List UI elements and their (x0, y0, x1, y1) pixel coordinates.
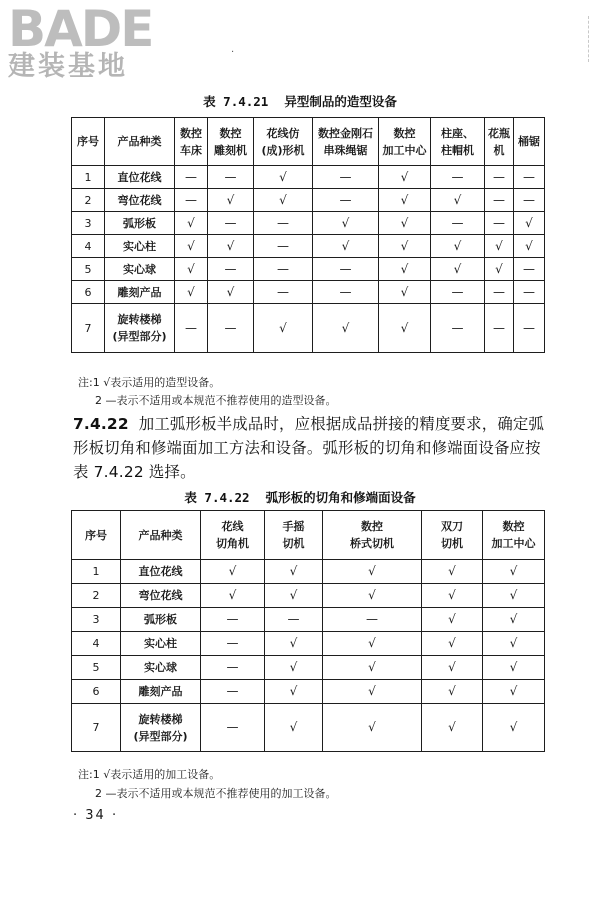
section-7-4-22 (73, 412, 553, 484)
equipment-mark: √ (323, 632, 422, 656)
equipment-mark: — (514, 166, 545, 189)
table-row (72, 304, 545, 353)
equipment-mark: √ (323, 680, 422, 704)
equipment-mark: √ (265, 680, 323, 704)
column-header: 数控 雕刻机 (208, 118, 254, 166)
table-row (72, 166, 545, 189)
table-row (72, 656, 545, 680)
equipment-mark: — (485, 281, 514, 304)
equipment-mark: — (313, 281, 379, 304)
equipment-mark: √ (175, 281, 208, 304)
product-type: 实心柱 (121, 632, 201, 656)
table2-note-2: 2 —表示不适用或本规范不推荐使用的加工设备。 (95, 787, 337, 800)
table-row (72, 560, 545, 584)
table2-caption (0, 488, 600, 506)
equipment-mark: √ (422, 656, 483, 680)
equipment-mark: — (514, 281, 545, 304)
equipment-mark: √ (379, 212, 431, 235)
equipment-mark: √ (201, 560, 265, 584)
table-row (72, 704, 545, 752)
product-type: 直位花线 (121, 560, 201, 584)
product-type: 弧形板 (121, 608, 201, 632)
column-header: 产品种类 (105, 118, 175, 166)
equipment-mark: — (485, 189, 514, 212)
product-type: 旋转楼梯 (异型部分) (105, 304, 175, 353)
table-row (72, 212, 545, 235)
table-7-4-22 (71, 510, 545, 752)
table1-number: 表 7.4.21 (203, 94, 269, 109)
equipment-mark: √ (514, 212, 545, 235)
equipment-mark: √ (422, 584, 483, 608)
row-number: 2 (72, 584, 121, 608)
equipment-mark: √ (514, 235, 545, 258)
table-header-row (72, 511, 545, 560)
row-number: 4 (72, 632, 121, 656)
equipment-mark: — (201, 632, 265, 656)
column-header: 花线 切角机 (201, 511, 265, 560)
equipment-mark: √ (422, 608, 483, 632)
row-number: 5 (72, 258, 105, 281)
equipment-mark: √ (313, 304, 379, 353)
equipment-mark: √ (323, 584, 422, 608)
column-header: 数控金刚石 串珠绳锯 (313, 118, 379, 166)
logo-brand-text: BADE (8, 4, 153, 50)
column-header: 产品种类 (121, 511, 201, 560)
equipment-mark: — (254, 212, 313, 235)
equipment-mark: √ (485, 258, 514, 281)
brand-logo (8, 4, 178, 84)
product-type: 雕刻产品 (121, 680, 201, 704)
equipment-mark: √ (483, 584, 545, 608)
equipment-mark: — (208, 166, 254, 189)
equipment-mark: — (313, 258, 379, 281)
equipment-mark: √ (379, 304, 431, 353)
scan-edge-mark (588, 16, 594, 62)
equipment-mark: — (431, 212, 485, 235)
table-row (72, 584, 545, 608)
equipment-mark: √ (379, 258, 431, 281)
equipment-mark: — (254, 281, 313, 304)
equipment-mark: — (175, 304, 208, 353)
equipment-mark: √ (422, 704, 483, 752)
equipment-mark: √ (431, 189, 485, 212)
row-number: 1 (72, 560, 121, 584)
equipment-mark: — (208, 258, 254, 281)
equipment-mark: √ (379, 166, 431, 189)
row-number: 7 (72, 704, 121, 752)
column-header: 数控 桥式切机 (323, 511, 422, 560)
column-header: 花线仿 (成)形机 (254, 118, 313, 166)
table-row (72, 258, 545, 281)
equipment-mark: — (514, 304, 545, 353)
table-row (72, 680, 545, 704)
equipment-mark: √ (175, 235, 208, 258)
equipment-mark: √ (483, 560, 545, 584)
equipment-mark: — (514, 258, 545, 281)
equipment-mark: √ (323, 704, 422, 752)
product-type: 弯位花线 (105, 189, 175, 212)
equipment-mark: — (313, 189, 379, 212)
equipment-mark: √ (265, 656, 323, 680)
product-type: 弯位花线 (121, 584, 201, 608)
row-number: 6 (72, 281, 105, 304)
column-header: 柱座、 柱帽机 (431, 118, 485, 166)
equipment-mark: — (485, 304, 514, 353)
product-type: 弧形板 (105, 212, 175, 235)
equipment-mark: √ (254, 189, 313, 212)
equipment-mark: √ (208, 281, 254, 304)
row-number: 4 (72, 235, 105, 258)
equipment-mark: √ (265, 560, 323, 584)
section-text: 加工弧形板半成品时，应根据成品拼接的精度要求，确定弧形板切角和修端面加工方法和设备。弧形板的切角和修端面设备应按表 7.4.22 选择。 (73, 415, 545, 481)
equipment-mark: — (485, 166, 514, 189)
equipment-mark: √ (483, 632, 545, 656)
column-header: 手摇 切机 (265, 511, 323, 560)
table-row (72, 632, 545, 656)
row-number: 6 (72, 680, 121, 704)
table-row (72, 189, 545, 212)
equipment-mark: √ (379, 281, 431, 304)
equipment-mark: — (201, 680, 265, 704)
table2-note-1: 注:1 √表示适用的加工设备。 (78, 768, 221, 781)
equipment-mark: √ (265, 584, 323, 608)
equipment-mark: — (175, 166, 208, 189)
column-header: 序号 (72, 118, 105, 166)
product-type: 雕刻产品 (105, 281, 175, 304)
column-header: 数控 车床 (175, 118, 208, 166)
table1-title: 异型制品的造型设备 (284, 94, 397, 109)
equipment-mark: √ (379, 189, 431, 212)
equipment-mark: √ (175, 258, 208, 281)
equipment-mark: — (208, 304, 254, 353)
equipment-mark: √ (313, 212, 379, 235)
equipment-mark: √ (483, 608, 545, 632)
column-header: 桶锯 (514, 118, 545, 166)
equipment-mark: — (431, 281, 485, 304)
product-type: 实心柱 (105, 235, 175, 258)
equipment-mark: — (514, 189, 545, 212)
row-number: 2 (72, 189, 105, 212)
equipment-mark: — (265, 608, 323, 632)
scan-dot: · (231, 47, 235, 58)
product-type: 实心球 (105, 258, 175, 281)
equipment-mark: — (254, 258, 313, 281)
equipment-mark: √ (265, 632, 323, 656)
equipment-mark: — (175, 189, 208, 212)
equipment-mark: √ (323, 656, 422, 680)
column-header: 花瓶 机 (485, 118, 514, 166)
equipment-mark: √ (431, 235, 485, 258)
column-header: 双刀 切机 (422, 511, 483, 560)
column-header: 序号 (72, 511, 121, 560)
equipment-mark: — (323, 608, 422, 632)
table1-note-1: 注:1 √表示适用的造型设备。 (78, 376, 221, 389)
table1-note-2: 2 —表示不适用或本规范不推荐使用的造型设备。 (95, 394, 337, 407)
equipment-mark: — (201, 608, 265, 632)
equipment-mark: √ (422, 560, 483, 584)
product-type: 实心球 (121, 656, 201, 680)
product-type: 旋转楼梯 (异型部分) (121, 704, 201, 752)
equipment-mark: √ (379, 235, 431, 258)
page-number: · 34 · (73, 808, 119, 823)
table1-caption (0, 92, 600, 110)
equipment-mark: √ (208, 235, 254, 258)
equipment-mark: — (313, 166, 379, 189)
column-header: 数控 加工中心 (483, 511, 545, 560)
equipment-mark: √ (422, 632, 483, 656)
bade-wordmark (8, 4, 174, 50)
equipment-mark: — (254, 235, 313, 258)
row-number: 1 (72, 166, 105, 189)
table2-title: 弧形板的切角和修端面设备 (265, 490, 416, 505)
equipment-mark: — (208, 212, 254, 235)
table-header-row (72, 118, 545, 166)
equipment-mark: — (431, 166, 485, 189)
table-row (72, 281, 545, 304)
equipment-mark: √ (254, 166, 313, 189)
section-number: 7.4.22 (73, 415, 129, 433)
equipment-mark: √ (431, 258, 485, 281)
equipment-mark: √ (323, 560, 422, 584)
equipment-mark: — (485, 212, 514, 235)
table2-number: 表 7.4.22 (184, 490, 250, 505)
equipment-mark: √ (254, 304, 313, 353)
equipment-mark: √ (313, 235, 379, 258)
equipment-mark: √ (201, 584, 265, 608)
equipment-mark: — (201, 704, 265, 752)
logo-subtitle: 建装基地 (8, 51, 128, 82)
equipment-mark: √ (208, 189, 254, 212)
table-row (72, 235, 545, 258)
equipment-mark: — (201, 656, 265, 680)
equipment-mark: √ (483, 704, 545, 752)
row-number: 7 (72, 304, 105, 353)
column-header: 数控 加工中心 (379, 118, 431, 166)
row-number: 5 (72, 656, 121, 680)
row-number: 3 (72, 212, 105, 235)
table-row (72, 608, 545, 632)
equipment-mark: √ (265, 704, 323, 752)
row-number: 3 (72, 608, 121, 632)
equipment-mark: √ (485, 235, 514, 258)
table-7-4-21 (71, 117, 545, 353)
equipment-mark: √ (175, 212, 208, 235)
product-type: 直位花线 (105, 166, 175, 189)
equipment-mark: √ (483, 656, 545, 680)
equipment-mark: — (431, 304, 485, 353)
equipment-mark: √ (422, 680, 483, 704)
equipment-mark: √ (483, 680, 545, 704)
